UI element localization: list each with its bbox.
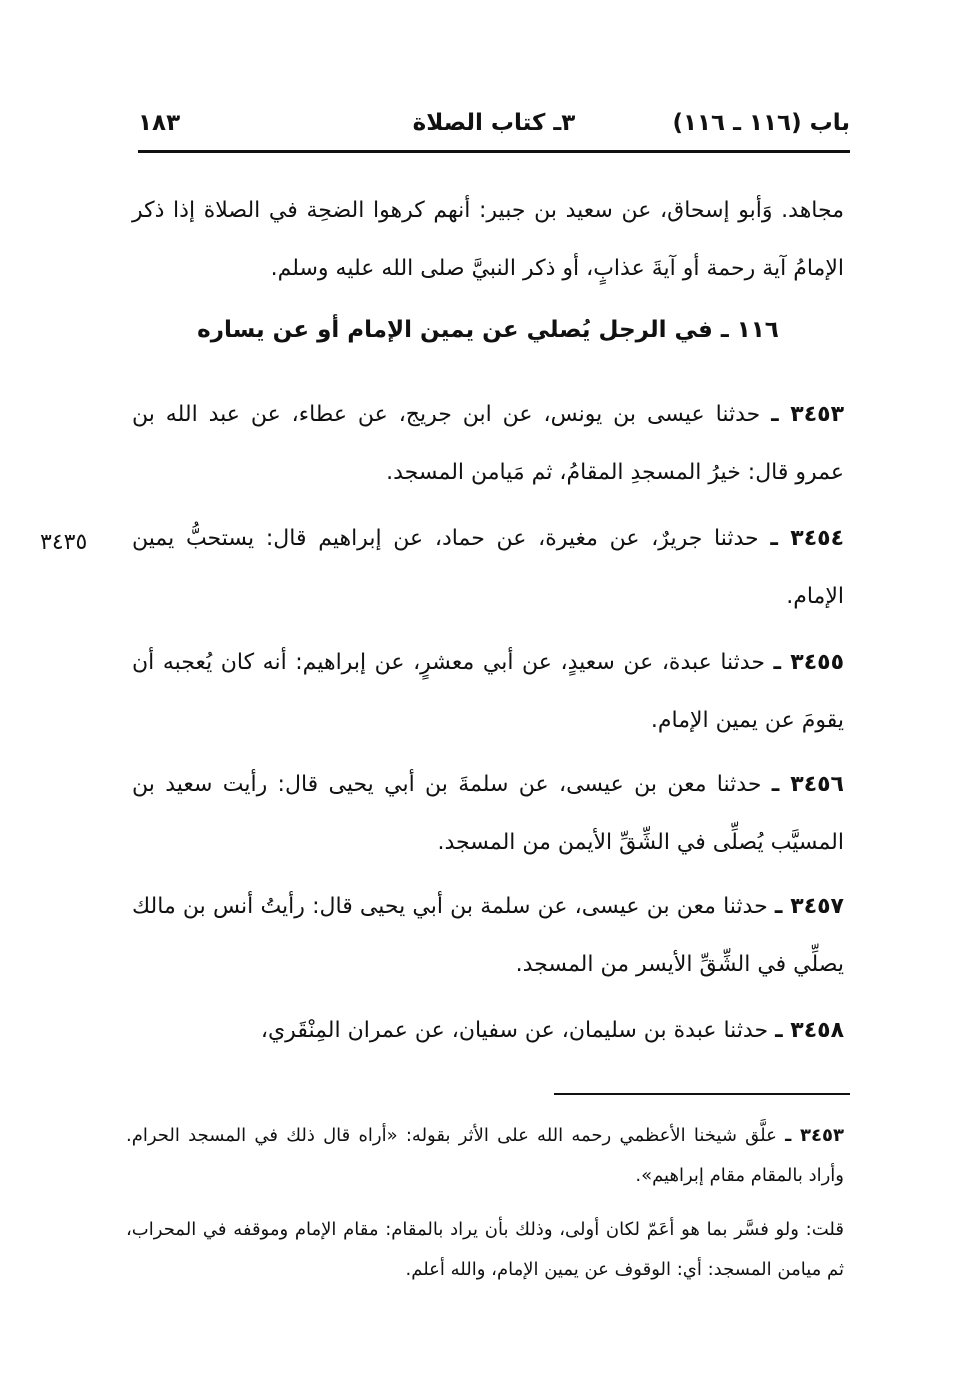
hadith-3454 [132, 510, 844, 626]
chapter-range: باب (١١٦ ـ ١١٦) [672, 110, 850, 136]
hadith-3453 [132, 386, 844, 502]
hadith-text: حدثنا عبدة، عن سعيدٍ، عن أبي معشرٍ، عن إبراهيم: أنه كان يُعجبه أن يقومَ عن يمين الإمام. [132, 650, 844, 733]
hadith-text: حدثنا عبدة بن سليمان، عن سفيان، عن عمران المِنْقَري، [260, 1018, 769, 1043]
hadith-number: ٣٤٥٦ ـ [771, 772, 844, 797]
footnote-number: ٣٤٥٣ ـ [785, 1125, 844, 1146]
book-title: ٣ـ كتاب الصلاة [412, 110, 576, 136]
footnote-text: علَّق شيخنا الأعظمي رحمه الله على الأثر بقوله: «أراه قال ذلك في المسجد الحرام. وأراد بالمقام مقام إبراهيم». [126, 1125, 844, 1186]
hadith-3456 [132, 756, 844, 872]
hadith-3457 [132, 878, 844, 994]
hadith-text: حدثنا عيسى بن يونس، عن ابن جريج، عن عطاء، عن عبد الله بن عمرو قال: خيرُ المسجدِ المقامُ، ثم مَيامن المسجد. [132, 402, 844, 485]
page-number: ١٨٣ [138, 110, 181, 136]
intro-paragraph: مجاهد. وَأبو إسحاق، عن سعيد بن جبير: أنهم كرهوا الضحِة في الصلاة إذا ذكر الإمامُ آية رحمة أو آيةَ عذابٍ، أو ذكر النبيَّ صلى الله عليه وسلم. [132, 198, 844, 281]
section-heading: ١١٦ ـ في الرجل يُصلي عن يمين الإمام أو عن يساره [197, 317, 779, 343]
footnote-text: قلت: ولو فسَّر بما هو أعَمّ لكان أولى، وذلك بأن يراد بالمقام: مقام الإمام وموقفه في المحراب، ثم ميامن المسجد: أي: الوقوف عن يمين الإمام، والله أعلم. [126, 1219, 844, 1280]
hadith-number: ٣٤٥٧ ـ [774, 894, 844, 919]
hadith-text: حدثنا جريرٌ، عن مغيرة، عن حماد، عن إبراهيم قال: يستحبُّ يمين الإمام. [132, 526, 844, 609]
footnote-comment [126, 1210, 844, 1290]
hadith-text: حدثنا معن بن عيسى، عن سلمةَ بن أبي يحيى قال: رأيت سعيد بن المسيَّب يُصلِّى في الشِّقِّ الأيمن من المسجد. [132, 772, 844, 855]
hadith-number: ٣٤٥٣ ـ [771, 402, 845, 427]
hadith-number: ٣٤٥٤ ـ [770, 526, 844, 551]
running-header [138, 96, 850, 146]
hadith-number: ٣٤٥٥ ـ [773, 650, 845, 675]
hadith-text: حدثنا معن بن عيسى، عن سلمة بن أبي يحيى قال: رأيتُ أنس بن مالك يصلِّي في الشِّقِّ الأيسر من المسجد. [132, 894, 844, 977]
footnote-3453 [126, 1116, 844, 1196]
hadith-3455 [132, 634, 844, 750]
footnote-separator [554, 1093, 850, 1095]
hadith-3458 [132, 1002, 844, 1060]
hadith-number: ٣٤٥٨ ـ [775, 1018, 844, 1043]
margin-reference-number: ٣٤٣٥ [40, 530, 88, 555]
header-rule [138, 150, 850, 153]
